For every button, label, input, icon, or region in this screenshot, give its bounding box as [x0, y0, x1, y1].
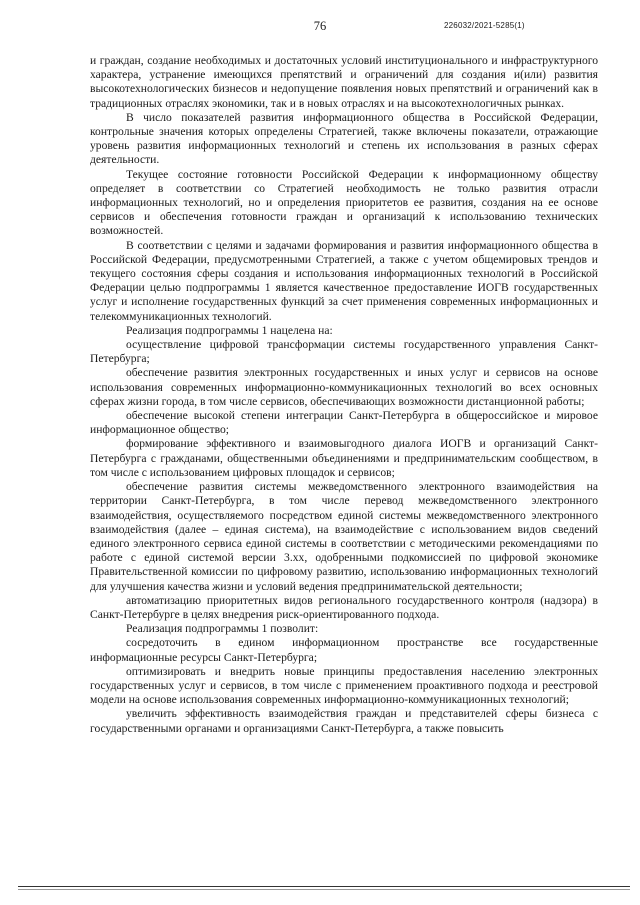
paragraph: Реализация подпрограммы 1 нацелена на: [126, 323, 333, 337]
footer-rule-secondary [18, 889, 630, 890]
paragraph: обеспечение высокой степени интеграции Санкт-Петербурга в общероссийское и мировое информационное общество; [90, 409, 598, 437]
paragraph: формирование эффективного и взаимовыгодного диалога ИОГВ и организаций Санкт-Петербурга с гражданами, общественными объединениями и предпринимательским сообществом, в том числе с использованием цифровых площадок и сервисов; [90, 437, 598, 479]
paragraph: В соответствии с целями и задачами формирования и развития информационного общества в Российской Федерации, предусмотренными Стратегией, а также с учетом общемировых трендов и текущего состояния сферы создания и использования информационных технологий в Российской Федерации целью подпрограммы 1 является качественное предоставление ИОГВ государственных услуг и исполнение государственных функций за счет применения современных информационных и телекоммуникационных технологий. [90, 238, 598, 323]
paragraph: и граждан, создание необходимых и достаточных условий институционального и инфраструктурного характера, устранение имеющихся препятствий и ограничений для создания и(или) развития высокотехнологических бизнесов и недопущение появления новых препятствий и ограничений как в традиционных отраслях экономики, так и в новых отраслях и на высокотехнологичных рынках. [90, 54, 598, 110]
document-body [90, 54, 598, 736]
page-number: 76 [313, 19, 327, 33]
paragraph: оптимизировать и внедрить новые принципы предоставления населению электронных государственных услуг и сервисов, в том числе с применением проактивного подхода и реестровой модели на основе использования современных информационно-коммуникационных технологий; [90, 664, 598, 707]
paragraph: сосредоточить в едином информационном пространстве все государственные информационные ресурсы Санкт-Петербурга; [90, 636, 598, 664]
paragraph: автоматизацию приоритетных видов регионального государственного контроля (надзора) в Санкт-Петербурге в целях внедрения риск-ориентированного подхода. [90, 593, 598, 621]
document-id: 226032/2021-5285(1) [444, 21, 525, 30]
paragraph: осуществление цифровой трансформации системы государственного управления Санкт-Петербурга; [90, 338, 598, 366]
paragraph: увеличить эффективность взаимодействия граждан и представителей сферы бизнеса с государственными органами и организациями Санкт-Петербурга, а также повысить [90, 707, 598, 735]
footer-rule [18, 886, 630, 887]
paragraph: В число показателей развития информационного общества в Российской Федерации, контрольные значения которых определены Стратегией, также включены показатели, отражающие уровень развития информационных технологий и степень их использования в разных сферах деятельности. [90, 110, 598, 167]
paragraph: Реализация подпрограммы 1 позволит: [126, 622, 319, 636]
paragraph: обеспечение развития системы межведомственного электронного взаимодействия на территории Санкт-Петербурга, в том числе перевод межведомственного электронного взаимодействия, осуществляемого посредством единой системы межведомственного электронного взаимодействия (далее – единая система), на взаимодействие с использованием видов сведений единого электронного сервиса единой системы в соответствии с методическими рекомендациями по работе с единой системой версии 3.хх, одобренными подкомиссией по цифровой экономике Правительственной комиссии по цифровому развитию, использованию информационных технологий для улучшения качества жизни и условий ведения предпринимательской деятельности; [90, 480, 598, 593]
paragraph: обеспечение развития электронных государственных и иных услуг и сервисов на основе использования современных информационно-коммуникационных технологий во всех основных сферах жизни города, в том числе сервисов, обеспечивающих возможности дистанционной работы; [90, 366, 598, 408]
paragraph: Текущее состояние готовности Российской Федерации к информационному обществу определяет в соответствии со Стратегией необходимость не только развития отрасли информационных технологий, но и определения приоритетов ее развития, создания на ее основе сервисов и обеспечения готовности граждан и организаций к использованию технических возможностей. [90, 167, 598, 238]
